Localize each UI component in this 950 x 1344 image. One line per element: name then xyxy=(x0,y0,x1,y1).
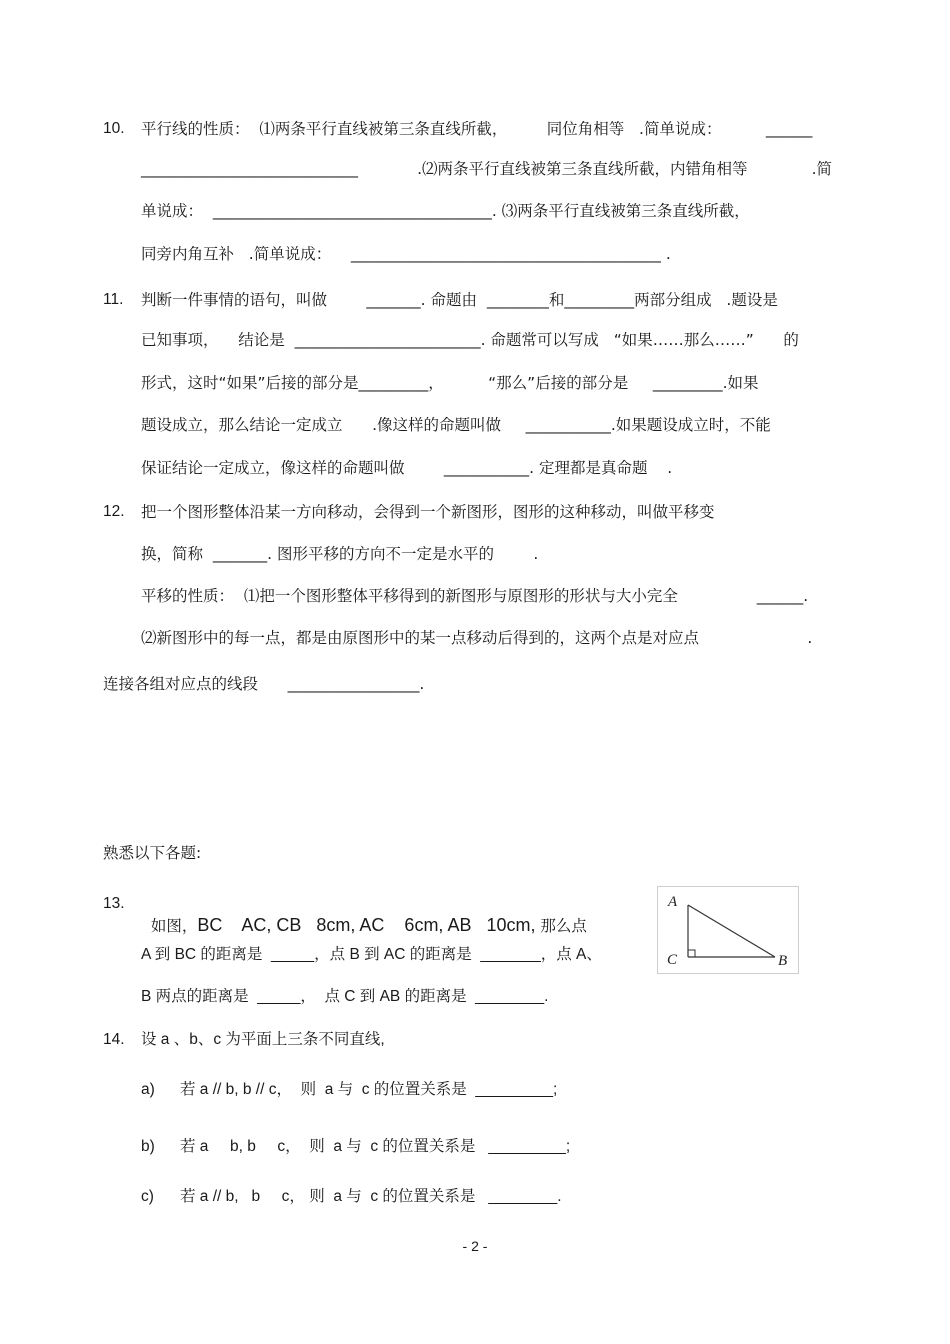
q11-line-2: 已知事项， 结论是 ________________________. 命题常可以写成 “如果……那么……” 的 xyxy=(141,331,799,349)
page-number: - 2 - xyxy=(462,1238,488,1254)
q14-a-text: 若 a // b, b // c， 则 a 与 c 的位置关系是 _________; xyxy=(180,1081,558,1098)
q13-line-3: B 两点的距离是 _____， 点 C 到 AB 的距离是 ________. xyxy=(141,988,549,1005)
q10-line-4: 同旁内角互补 .简单说成： ________________________________________ . xyxy=(141,245,671,263)
q13-math: BC AC, CB 8cm, AC 6cm, AB 10cm, xyxy=(197,915,536,935)
q14-a-label: a) xyxy=(141,1081,155,1098)
right-angle-mark xyxy=(688,950,695,957)
q11-line-5: 保证结论一定成立，像这样的命题叫做 ___________. 定理都是真命题 . xyxy=(141,459,673,477)
q12-line-4: ⑵新图形中的每一点，都是由原图形中的某一点移动后得到的，这两个点是对应点 . xyxy=(141,629,813,647)
q10-line-2: ____________________________ .⑵两条平行直线被第三条直线所截，内错角相等 .简 xyxy=(141,160,833,178)
q14-b-label: b) xyxy=(141,1138,155,1155)
q14-c-text: 若 a // b, b c， 则 a 与 c 的位置关系是 ________. xyxy=(180,1188,562,1205)
q10-line-3: 单说成： ____________________________________. ⑶两条平行直线被第三条直线所截， xyxy=(141,202,750,220)
q14-number: 14. xyxy=(103,1031,125,1048)
q13-line-1-prefix: 如图， xyxy=(150,917,198,935)
q11-number: 11. xyxy=(103,291,124,308)
q11-line-1: 判断一件事情的语句，叫做 _______. 命题由 ________和_________两部分组成 .题设是 xyxy=(141,291,778,309)
q12-line-3: 平移的性质： ⑴把一个图形整体平移得到的新图形与原图形的形状与大小完全 ______. xyxy=(141,587,809,605)
triangle-figure xyxy=(657,886,799,974)
q14-c-label: c) xyxy=(141,1188,154,1205)
q14-line-1: 设 a 、b、c 为平面上三条不同直线, xyxy=(141,1031,385,1048)
q11-line-3: 形式，这时“如果”后接的部分是_________， “那么”后接的部分是 _________.如果 xyxy=(141,374,759,392)
q12-line-2: 换，简称 _______. 图形平移的方向不一定是水平的 . xyxy=(141,545,539,563)
q12-line-1: 把一个图形整体沿某一方向移动，会得到一个新图形，图形的这种移动，叫做平移变 xyxy=(141,503,715,521)
q13-line-2: A 到 BC 的距离是 _____，点 B 到 AC 的距离是 _______，点 A、 xyxy=(141,946,602,963)
q12-number: 12. xyxy=(103,503,125,520)
q12-line-5: 连接各组对应点的线段 _________________. xyxy=(103,675,425,693)
section-heading: 熟悉以下各题: xyxy=(103,844,202,862)
q13-line-1-suffix: 那么点 xyxy=(535,917,587,935)
q10-number: 10. xyxy=(103,120,125,137)
vertex-b-label: B xyxy=(778,953,788,969)
q13-line-1 xyxy=(141,892,587,937)
q11-line-4: 题设成立，那么结论一定成立 .像这样的命题叫做 ___________.如果题设成立时，不能 xyxy=(141,416,771,434)
q10-line-1: 平行线的性质： ⑴两条平行直线被第三条直线所截， 同位角相等 .简单说成： ______ xyxy=(141,120,813,138)
q14-b-text: 若 a b, b c， 则 a 与 c 的位置关系是 _________; xyxy=(180,1138,571,1155)
q13-number: 13. xyxy=(103,895,125,912)
vertex-c-label: C xyxy=(667,952,678,968)
side-ab xyxy=(688,905,775,957)
triangle-diagram xyxy=(658,887,798,973)
vertex-a-label: A xyxy=(668,894,678,910)
